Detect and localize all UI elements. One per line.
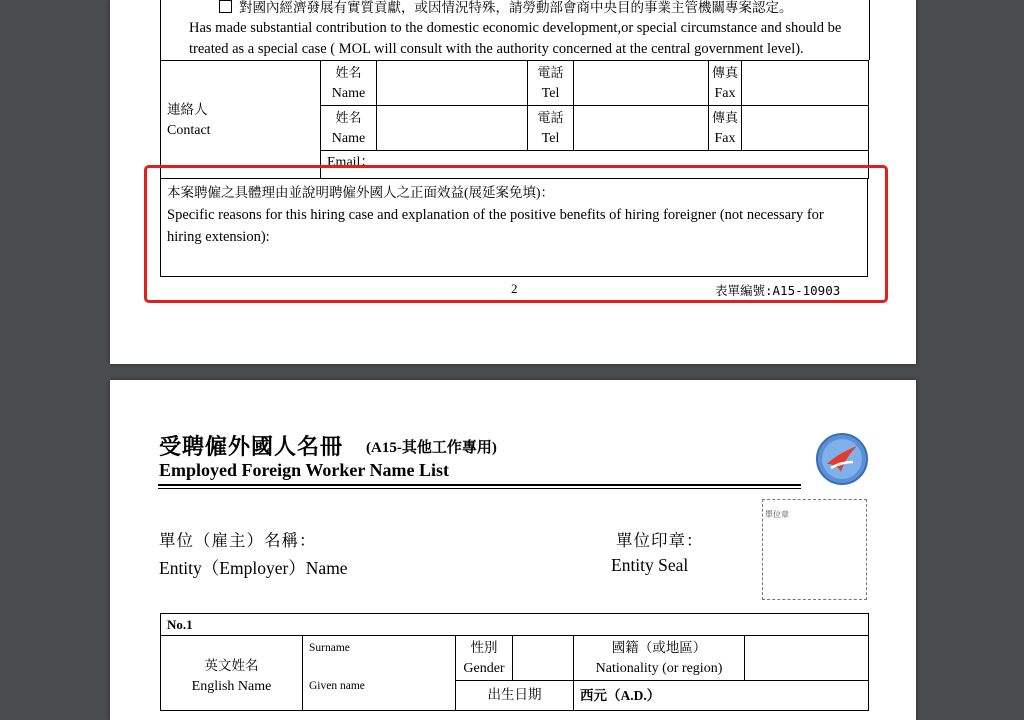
contact1-tel-field[interactable]: [574, 61, 709, 106]
special-case-checkbox[interactable]: [219, 0, 232, 13]
entity-label-en: Entity（Employer）Name: [159, 558, 348, 578]
birth-date-field[interactable]: [574, 681, 869, 711]
contact1-tel-label: 電話 Tel: [528, 61, 574, 106]
contact1-name-field[interactable]: [377, 61, 528, 106]
surname-label: Surname: [309, 642, 350, 654]
title-en: Employed Foreign Worker Name List: [159, 460, 449, 480]
contact-email-label: Email：: [327, 155, 375, 170]
title-suffix: (A15-其他工作專用): [366, 440, 497, 456]
title-zh: 受聘僱外國人名冊: [159, 434, 344, 459]
contact-label-cell: [161, 61, 321, 179]
birth-date-label-cell: [456, 681, 574, 711]
nationality-field[interactable]: [745, 636, 868, 680]
contact2-tel-field[interactable]: [574, 106, 709, 151]
contact2-fax-field[interactable]: [742, 106, 869, 151]
seal-label-en: Entity Seal: [611, 555, 689, 575]
highlight-box: [144, 165, 888, 303]
contact1-fax-label: 傳真 Fax: [709, 61, 742, 106]
gender-label-en: Gender: [463, 661, 505, 676]
contact2-name-field[interactable]: [377, 106, 528, 151]
contact-table: [160, 60, 869, 179]
document-page-2: [110, 0, 916, 364]
form-number: 表單編號:A15-10903: [715, 283, 841, 298]
contact2-fax-label: 傳真 Fax: [709, 106, 742, 151]
contact1-name-label: 姓名 Name: [321, 61, 377, 106]
page-number: 2: [511, 281, 518, 296]
nationality-label-zh: 國籍（或地區）: [611, 640, 707, 655]
contact1-fax-field[interactable]: [742, 61, 869, 106]
special-case-clause: [160, 0, 870, 60]
clause-text-en-line2: treated as a special case ( MOL will consult with the authority concerned at the central government level).: [189, 41, 804, 57]
clause-text-zh: 對國內經濟發展有實質貢獻，或因情況特殊，請勞動部會商中央目的事業主管機關專案認定。: [239, 0, 793, 15]
title-divider-lower: [158, 488, 801, 489]
gender-field[interactable]: [513, 636, 574, 681]
seal-stamp-box[interactable]: [762, 499, 867, 600]
nationality-row-cell: [574, 636, 869, 681]
ministry-logo-icon: [815, 432, 869, 486]
document-page-3: [110, 380, 916, 720]
birth-date-label: 出生日期: [487, 687, 542, 702]
gender-label-cell: [456, 636, 513, 681]
title-divider-upper: [158, 484, 801, 486]
english-name-label-cell: [161, 636, 303, 711]
contact-label-zh: 連絡人: [167, 101, 208, 117]
english-name-label-zh: 英文姓名: [204, 658, 259, 673]
gender-label-zh: 性別: [470, 640, 498, 655]
contact-label-en: Contact: [167, 122, 211, 138]
clause-text-en-line1: Has made substantial contribution to the domestic economic development,or special circumstance and should be: [189, 20, 842, 36]
contact2-tel-label: 電話 Tel: [528, 106, 574, 151]
seal-box-label: 單位章: [765, 510, 789, 519]
reasons-label-en-line1: Specific reasons for this hiring case and explanation of the positive benefits of hiring foreigner (not necessary for: [167, 207, 824, 223]
birth-date-era: 西元（A.D.）: [580, 688, 661, 703]
seal-label-zh: 單位印章：: [616, 531, 704, 550]
nationality-label-en: Nationality (or region): [595, 661, 723, 676]
given-name-label: Given name: [309, 680, 365, 692]
worker-name-table: [160, 613, 869, 711]
reasons-label-en-line2: hiring extension):: [167, 229, 270, 245]
english-name-label-en: English Name: [191, 679, 272, 694]
contact2-name-label: 姓名 Name: [321, 106, 377, 151]
english-name-field[interactable]: [303, 636, 456, 711]
worker-number: No.1: [167, 616, 193, 632]
reasons-label-zh: 本案聘僱之具體理由並說明聘僱外國人之正面效益(展延案免填)：: [167, 185, 554, 200]
worker-number-cell: [161, 614, 869, 636]
nationality-label-cell: [574, 636, 745, 680]
entity-label-zh: 單位（雇主）名稱：: [159, 531, 317, 550]
